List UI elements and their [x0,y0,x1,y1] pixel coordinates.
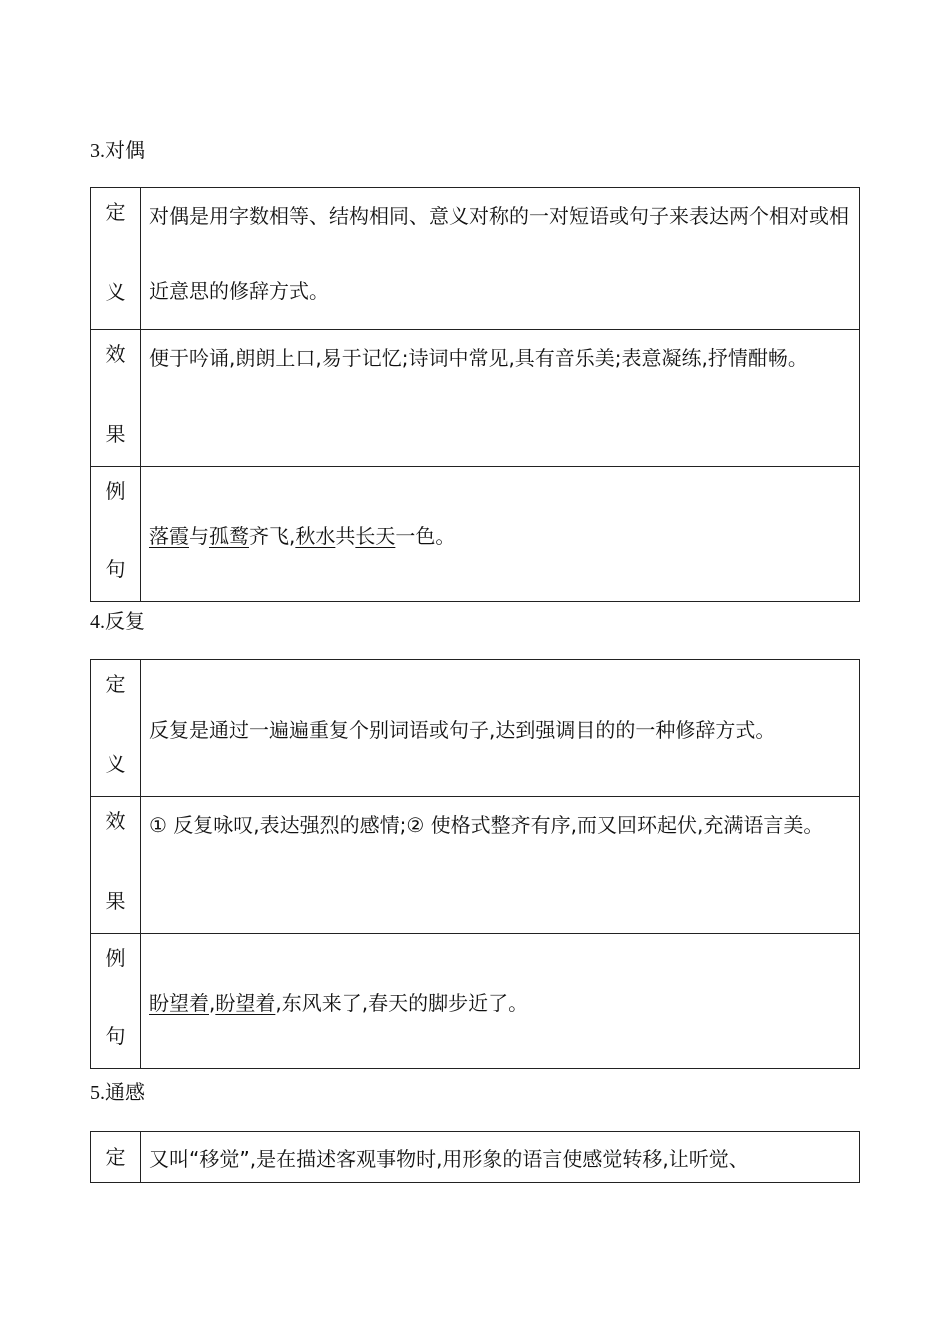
example-fragment: 一色。 [395,523,456,548]
row-content [141,188,860,330]
label-char: 果 [105,889,126,913]
section-title-duiou [90,138,145,163]
underlined-phrase: 盼望着 [149,990,209,1015]
example-sentence [149,987,853,1016]
example-fragment: ,东风来了,春天的脚步近了。 [275,990,529,1015]
row-example [91,467,860,602]
row-definition [91,188,860,330]
section-title-tonggan [90,1080,145,1105]
label-char: 例 [105,479,126,503]
row-definition [91,660,860,797]
label-char: 句 [105,557,126,581]
row-definition [91,1132,860,1183]
row-effect [91,797,860,934]
label-char: 定 [105,1145,126,1169]
definition-text: 反复是通过一遍遍重复个别词语或句子,达到强调目的的一种修辞方式。 [149,717,776,742]
effect-text: 便于吟诵,朗朗上口,易于记忆;诗词中常见,具有音乐美;表意凝练,抒情酣畅。 [149,346,808,370]
row-content [141,660,860,797]
row-content [141,330,860,467]
underlined-phrase: 孤鹜 [209,523,249,548]
row-content [141,467,860,602]
section-name: 对偶 [105,138,145,162]
row-label [91,660,141,797]
effect-text: ① 反复咏叹,表达强烈的感情;② 使格式整齐有序,而又回环起伏,充满语言美。 [149,813,824,837]
row-example [91,934,860,1069]
example-sentence [149,520,853,549]
label-char: 定 [105,200,126,224]
table-fanfu [90,659,860,1069]
label-char: 例 [105,946,126,970]
underlined-phrase: 盼望着 [215,990,276,1015]
label-char: 义 [105,752,126,776]
definition-text: 对偶是用字数相等、结构相同、意义对称的一对短语或句子来表达两个相对或相近意思的修辞方式。 [149,204,849,303]
section-number: 4. [90,611,105,633]
label-char: 义 [105,280,126,304]
example-fragment: 齐飞, [249,523,296,548]
row-label [91,188,141,330]
underlined-phrase: 秋水 [295,523,336,548]
section-name: 通感 [105,1080,145,1104]
section-number: 3. [90,140,105,162]
row-content [141,797,860,934]
row-label [91,934,141,1069]
section-title-fanfu [90,609,145,634]
row-label [91,330,141,467]
row-effect [91,330,860,467]
underlined-phrase: 落霞 [149,523,189,548]
section-number: 5. [90,1082,105,1104]
underlined-phrase: 长天 [355,523,396,548]
example-fragment: 与 [189,523,209,548]
row-content [141,934,860,1069]
row-label [91,467,141,602]
row-content [141,1132,860,1183]
row-label [91,797,141,934]
label-char: 句 [105,1024,126,1048]
section-name: 反复 [105,609,145,633]
example-fragment: 共 [335,523,356,548]
label-char: 效 [105,809,126,833]
label-char: 定 [105,672,126,696]
table-duiou [90,187,860,602]
table-tonggan [90,1131,860,1183]
definition-text: 又叫“移觉”,是在描述客观事物时,用形象的语言使感觉转移,让听觉、 [149,1146,749,1171]
row-label [91,1132,141,1183]
label-char: 果 [105,422,126,446]
label-char: 效 [105,342,126,366]
example-fragment: , [209,990,216,1015]
